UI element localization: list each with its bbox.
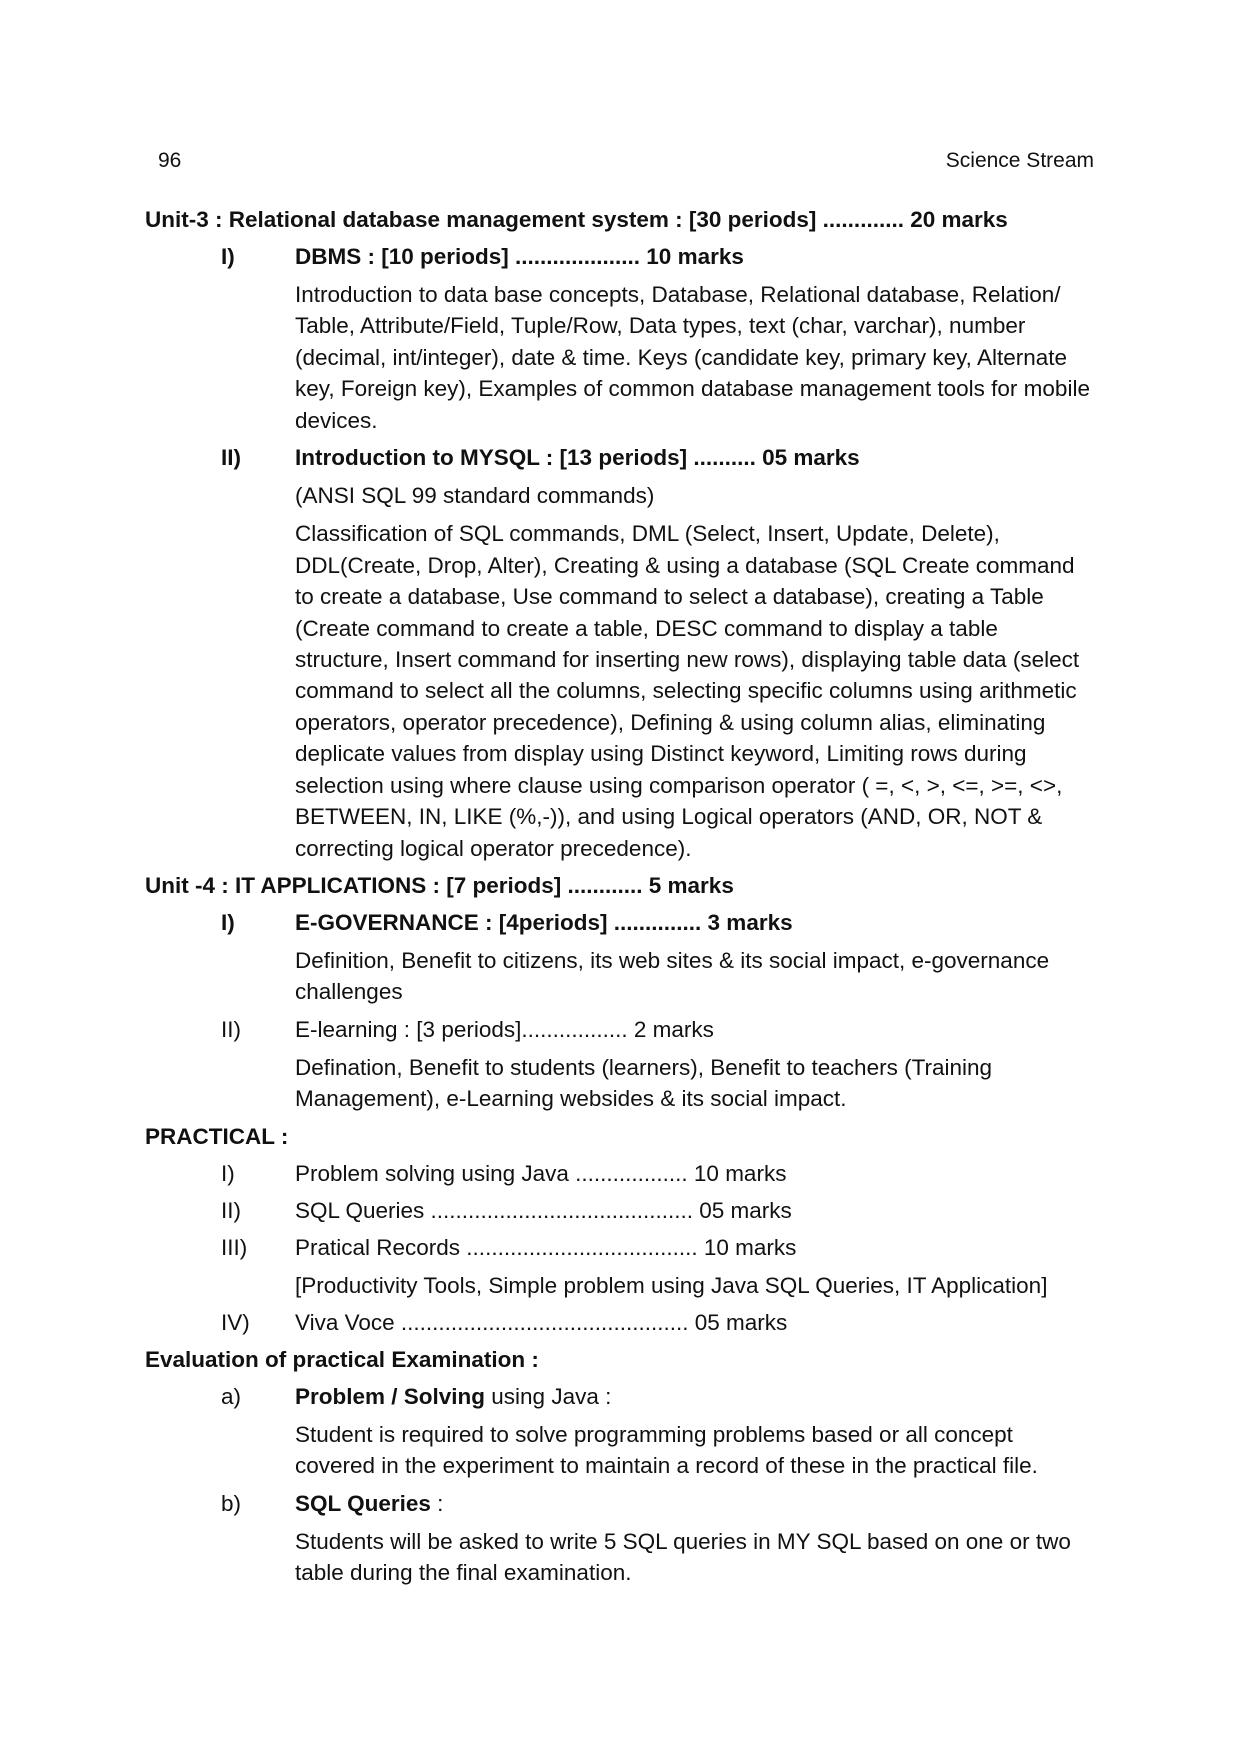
item-label: II): [221, 1197, 241, 1223]
section-label: II): [221, 1016, 241, 1042]
section-title: Introduction to MYSQL : [13 periods] .......... 05 marks: [295, 445, 860, 471]
item-title: [295, 1382, 1095, 1412]
document-body: [145, 205, 1095, 1596]
practical-heading: PRACTICAL :: [145, 1123, 289, 1149]
practical-item: [145, 1196, 1095, 1226]
item-label: IV): [221, 1309, 250, 1335]
item-label: I): [221, 1160, 235, 1186]
section-title: E-learning : [3 periods]................. 2 marks: [295, 1016, 714, 1042]
section-title: DBMS : [10 periods] .................... 10 marks: [295, 244, 744, 269]
practical-item: [145, 1159, 1095, 1189]
section-label: I): [221, 244, 235, 269]
evaluation-heading: Evaluation of practical Examination :: [145, 1346, 539, 1372]
unit4-heading: Unit -4 : IT APPLICATIONS : [7 periods] ............ 5 marks: [145, 872, 734, 898]
item-title-rest: :: [430, 1490, 444, 1516]
evaluation-b-heading: [145, 1489, 1095, 1519]
unit3-section2-heading: [145, 443, 1095, 473]
item-text: Problem solving using Java .................. 10 marks: [295, 1160, 787, 1186]
item-text: Viva Voce .............................................. 05 marks: [295, 1309, 788, 1335]
section-title: E-GOVERNANCE : [4periods] .............. 3 marks: [295, 909, 793, 935]
unit3-section1-body: Introduction to data base concepts, Database, Relational database, Relation/ Table, Attribute/Field, Tuple/Row, Data types, text (char, varchar), number (decimal, int/integer), date & time. Keys (candidate key, primary key, Alternate key, Foreign key), Examples of common database management tools for mobile devices.: [295, 282, 1090, 433]
unit4-section1-heading: [145, 908, 1095, 938]
unit3-section2-body: Classification of SQL commands, DML (Select, Insert, Update, Delete), DDL(Create, Drop, Alter), Creating & using a database (SQL Create command to create a database, Use command to select a database), creating a Table (Create command to create a table, DESC command to display a table structure, Insert command for inserting new rows), displaying table data (select command to select all the columns, selecting specific columns using arithmetic operators, operator precedence), Defining & using column alias, eliminating deplicate values from display using Distinct keyword, Limiting rows during selection using where clause using comparison operator ( =, <, >, <=, >=, <>, BETWEEN, IN, LIKE (%,-)), and using Logical operators (AND, OR, NOT & correcting logical operator precedence).: [295, 521, 1080, 861]
practical-note: [Productivity Tools, Simple problem using Java SQL Queries, IT Application]: [295, 1272, 1048, 1298]
unit3-heading: Unit-3 : Relational database management system : [30 periods] ............. 20 marks: [145, 207, 1008, 232]
item-text: SQL Queries .......................................... 05 marks: [295, 1197, 792, 1223]
running-header: Science Stream: [945, 149, 1094, 172]
evaluation-b-body: Students will be asked to write 5 SQL queries in MY SQL based on one or two table during the final examination.: [295, 1528, 1071, 1586]
page-number: 96: [158, 149, 182, 172]
item-title-bold: Problem / Solving: [295, 1383, 486, 1409]
item-title: [295, 1489, 1095, 1519]
practical-item: [145, 1233, 1095, 1263]
section-label: I): [221, 909, 235, 935]
item-text: Pratical Records ..................................... 10 marks: [295, 1234, 797, 1260]
unit3-section1-heading: [145, 242, 1095, 272]
section-label: II): [221, 445, 241, 471]
evaluation-a-body: Student is required to solve programming problems based or all concept covered in the experiment to maintain a record of these in the practical file.: [295, 1421, 1038, 1479]
evaluation-a-heading: [145, 1382, 1095, 1412]
unit4-section1-body: Definition, Benefit to citizens, its web sites & its social impact, e-governance challenges: [295, 947, 1050, 1005]
unit4-section2-body: Defination, Benefit to students (learners), Benefit to teachers (Training Management), e-Learning websides & its social impact.: [295, 1054, 993, 1112]
item-title-bold: SQL Queries: [295, 1490, 431, 1516]
item-title-rest: using Java :: [485, 1383, 612, 1409]
unit3-section2-subtitle: (ANSI SQL 99 standard commands): [295, 483, 655, 509]
unit4-section2-heading: [145, 1015, 1095, 1045]
item-label: a): [221, 1383, 242, 1409]
practical-item: [145, 1308, 1095, 1338]
item-label: III): [221, 1234, 248, 1260]
item-label: b): [221, 1490, 242, 1516]
